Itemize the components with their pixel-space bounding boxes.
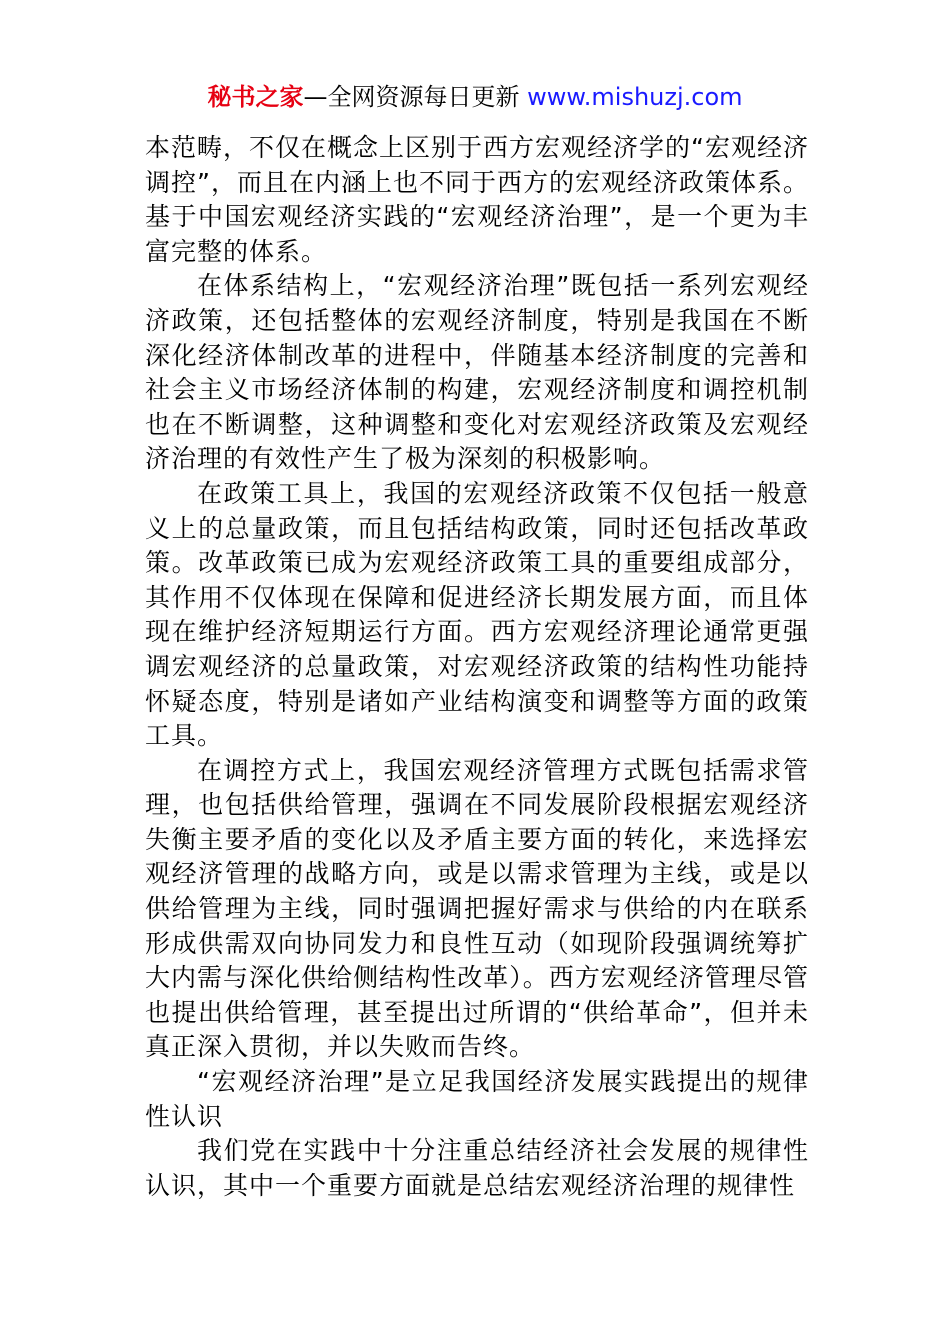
section-heading: “宏观经济治理”是立足我国经济发展实践提出的规律性认识 xyxy=(145,1067,809,1131)
document-body xyxy=(145,131,809,1203)
paragraph-regulation-methods: 在调控方式上，我国宏观经济管理方式既包括需求管理，也包括供给管理，强调在不同发展阶段根据宏观经济失衡主要矛盾的变化以及矛盾主要方面的转化，来选择宏观经济管理的战略方向，或是以需求管理为主线，或是以供给管理为主线，同时强调把握好需求与供给的内在联系形成供需双向协同发力和良性互动（如现阶段强调统筹扩大内需与深化供给侧结构性改革）。西方宏观经济管理尽管也提出供给管理，甚至提出过所谓的“供给革命”，但并未真正深入贯彻，并以失败而告终。 xyxy=(145,755,809,1062)
header-tagline: —全网资源每日更新 xyxy=(303,83,528,111)
page-header xyxy=(0,80,950,114)
site-url-link[interactable]: www.mishuzj.com xyxy=(527,83,743,111)
paragraph-policy-tools: 在政策工具上，我国的宏观经济政策不仅包括一般意义上的总量政策，而且包括结构政策，同时还包括改革政策。改革政策已成为宏观经济政策工具的重要组成部分，其作用不仅体现在保障和促进经济长期发展方面，而且体现在维护经济短期运行方面。西方宏观经济理论通常更强调宏观经济的总量政策，对宏观经济政策的结构性功能持怀疑态度，特别是诸如产业结构演变和调整等方面的政策工具。 xyxy=(145,478,809,751)
paragraph-system-structure: 在体系结构上，“宏观经济治理”既包括一系列宏观经济政策，还包括整体的宏观经济制度，特别是我国在不断深化经济体制改革的进程中，伴随基本经济制度的完善和社会主义市场经济体制的构建，宏观经济制度和调控机制也在不断调整，这种调整和变化对宏观经济政策及宏观经济治理的有效性产生了极为深刻的积极影响。 xyxy=(145,271,809,474)
brand-name: 秘书之家 xyxy=(207,83,304,111)
paragraph-continuation: 本范畴，不仅在概念上区别于西方宏观经济学的“宏观经济调控”，而且在内涵上也不同于西方的宏观经济政策体系。基于中国宏观经济实践的“宏观经济治理”，是一个更为丰富完整的体系。 xyxy=(145,133,809,266)
paragraph-party-practice: 我们党在实践中十分注重总结经济社会发展的规律性认识，其中一个重要方面就是总结宏观经济治理的规律性 xyxy=(145,1136,809,1200)
